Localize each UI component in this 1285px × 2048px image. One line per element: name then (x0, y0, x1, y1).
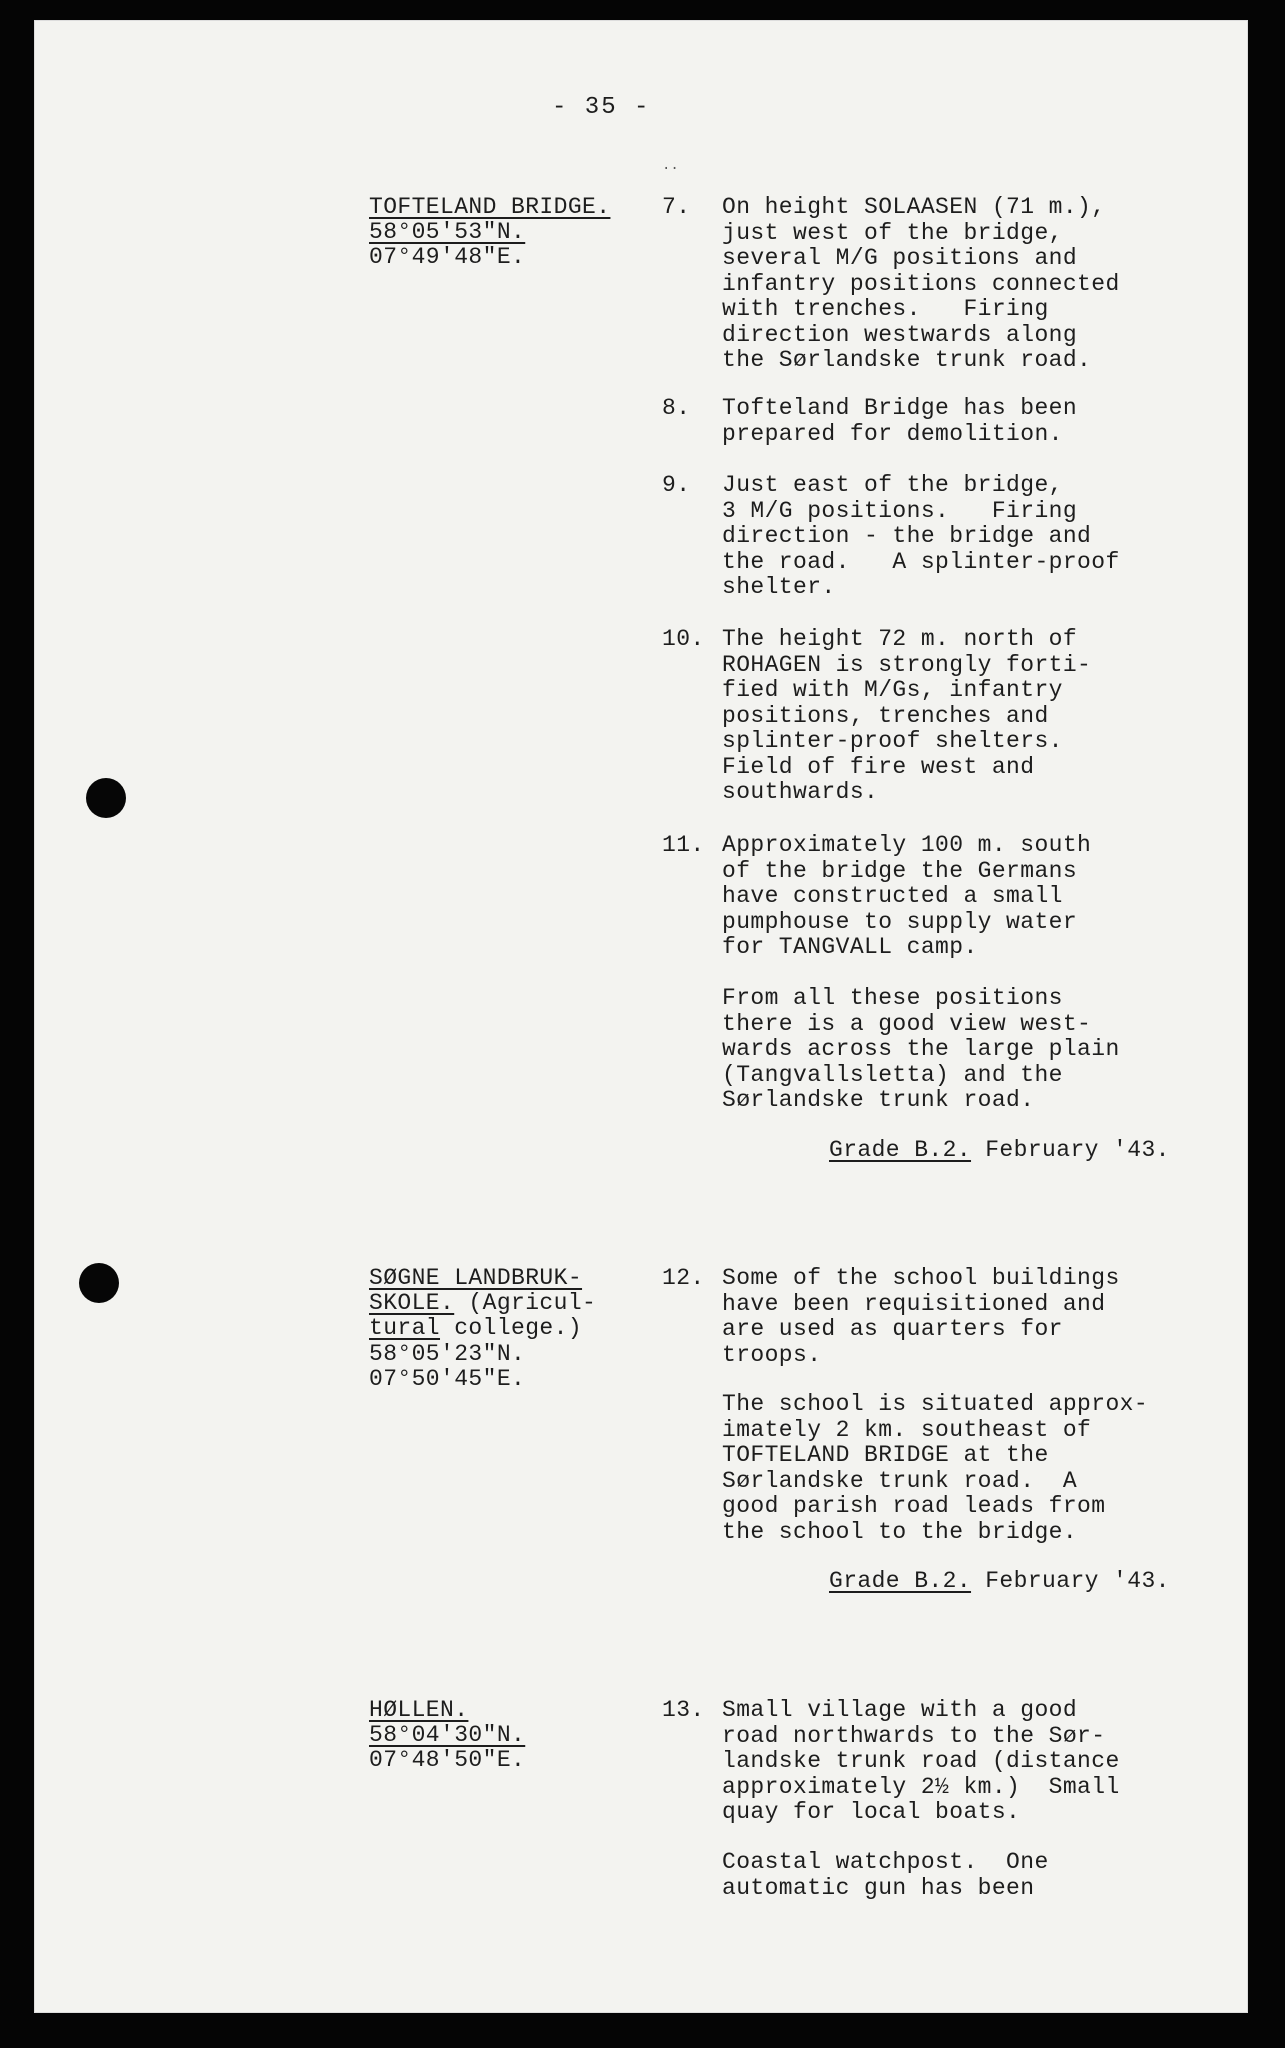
item-number: 13. (662, 1697, 705, 1723)
item-text: Tofteland Bridge has been prepared for demolition. (722, 395, 1078, 447)
grade-label: Grade B.2. (829, 1137, 972, 1163)
location-longitude: 07°48'50"E. (369, 1747, 526, 1773)
grade-line (829, 1569, 1170, 1595)
location-description-part: college.) (440, 1315, 583, 1341)
location-description: (Agricul- (454, 1290, 597, 1316)
margin-mark: .. (662, 158, 679, 174)
location-name: HØLLEN. (369, 1697, 469, 1723)
page-number: - 35 - (552, 94, 651, 121)
location-longitude: 07°49'48"E. (369, 244, 526, 270)
grade-line (829, 1138, 1170, 1164)
item-text: On height SOLAASEN (71 m.), just west of the bridge, several M/G positions and infantry positions connected with trenches. Firing direction westwards along the Sørlandske trunk road. (722, 194, 1120, 373)
section-note: The school is situated approx- imately 2 km. southeast of TOFTELAND BRIDGE at the Sørlandske trunk road. A good parish road leads from the school to the bridge. (722, 1391, 1149, 1545)
item-text: Just east of the bridge, 3 M/G positions. Firing direction - the bridge and the road. A splinter-proof shelter. (722, 472, 1120, 600)
location-name-cont (369, 1291, 596, 1317)
location-longitude: 07°50'45"E. (369, 1366, 526, 1392)
grade-date: February '43. (971, 1137, 1170, 1163)
section-note: From all these positions there is a good view west- wards across the large plain (Tangvallsletta) and the Sørlandske trunk road. (722, 985, 1120, 1113)
punch-hole (86, 778, 126, 818)
location-latitude: 58°05'53"N. (369, 219, 526, 245)
item-number: 12. (662, 1265, 705, 1291)
punch-hole (79, 1263, 119, 1303)
location-description-part: tural (369, 1315, 441, 1341)
item-text: Small village with a good road northwards to the Sør- landske trunk road (distance approximately 2½ km.) Small quay for local boats. (722, 1697, 1120, 1825)
item-number: 8. (662, 395, 691, 421)
item-text: Some of the school buildings have been requisitioned and are used as quarters for troops. (722, 1265, 1120, 1368)
grade-date: February '43. (971, 1568, 1170, 1594)
item-text: The height 72 m. north of ROHAGEN is strongly forti- fied with M/Gs, infantry positions, trenches and splinter-proof shelters. Field of fire west and southwards. (722, 626, 1092, 805)
location-name-part: SKOLE. (369, 1290, 455, 1316)
location-latitude: 58°04'30"N. (369, 1722, 526, 1748)
location-name: SØGNE LANDBRUK- (369, 1265, 583, 1291)
item-text: Approximately 100 m. south of the bridge the Germans have constructed a small pumphouse to supply water for TANGVALL camp. (722, 832, 1092, 960)
location-latitude: 58°05'23"N. (369, 1341, 526, 1367)
item-number: 10. (662, 626, 705, 652)
item-number: 11. (662, 832, 705, 858)
item-number: 9. (662, 472, 691, 498)
item-number: 7. (662, 194, 691, 220)
grade-label: Grade B.2. (829, 1568, 972, 1594)
location-name: TOFTELAND BRIDGE. (369, 194, 611, 220)
location-description-cont (369, 1316, 582, 1342)
document-page (34, 20, 1248, 2013)
section-note: Coastal watchpost. One automatic gun has been (722, 1849, 1049, 1901)
